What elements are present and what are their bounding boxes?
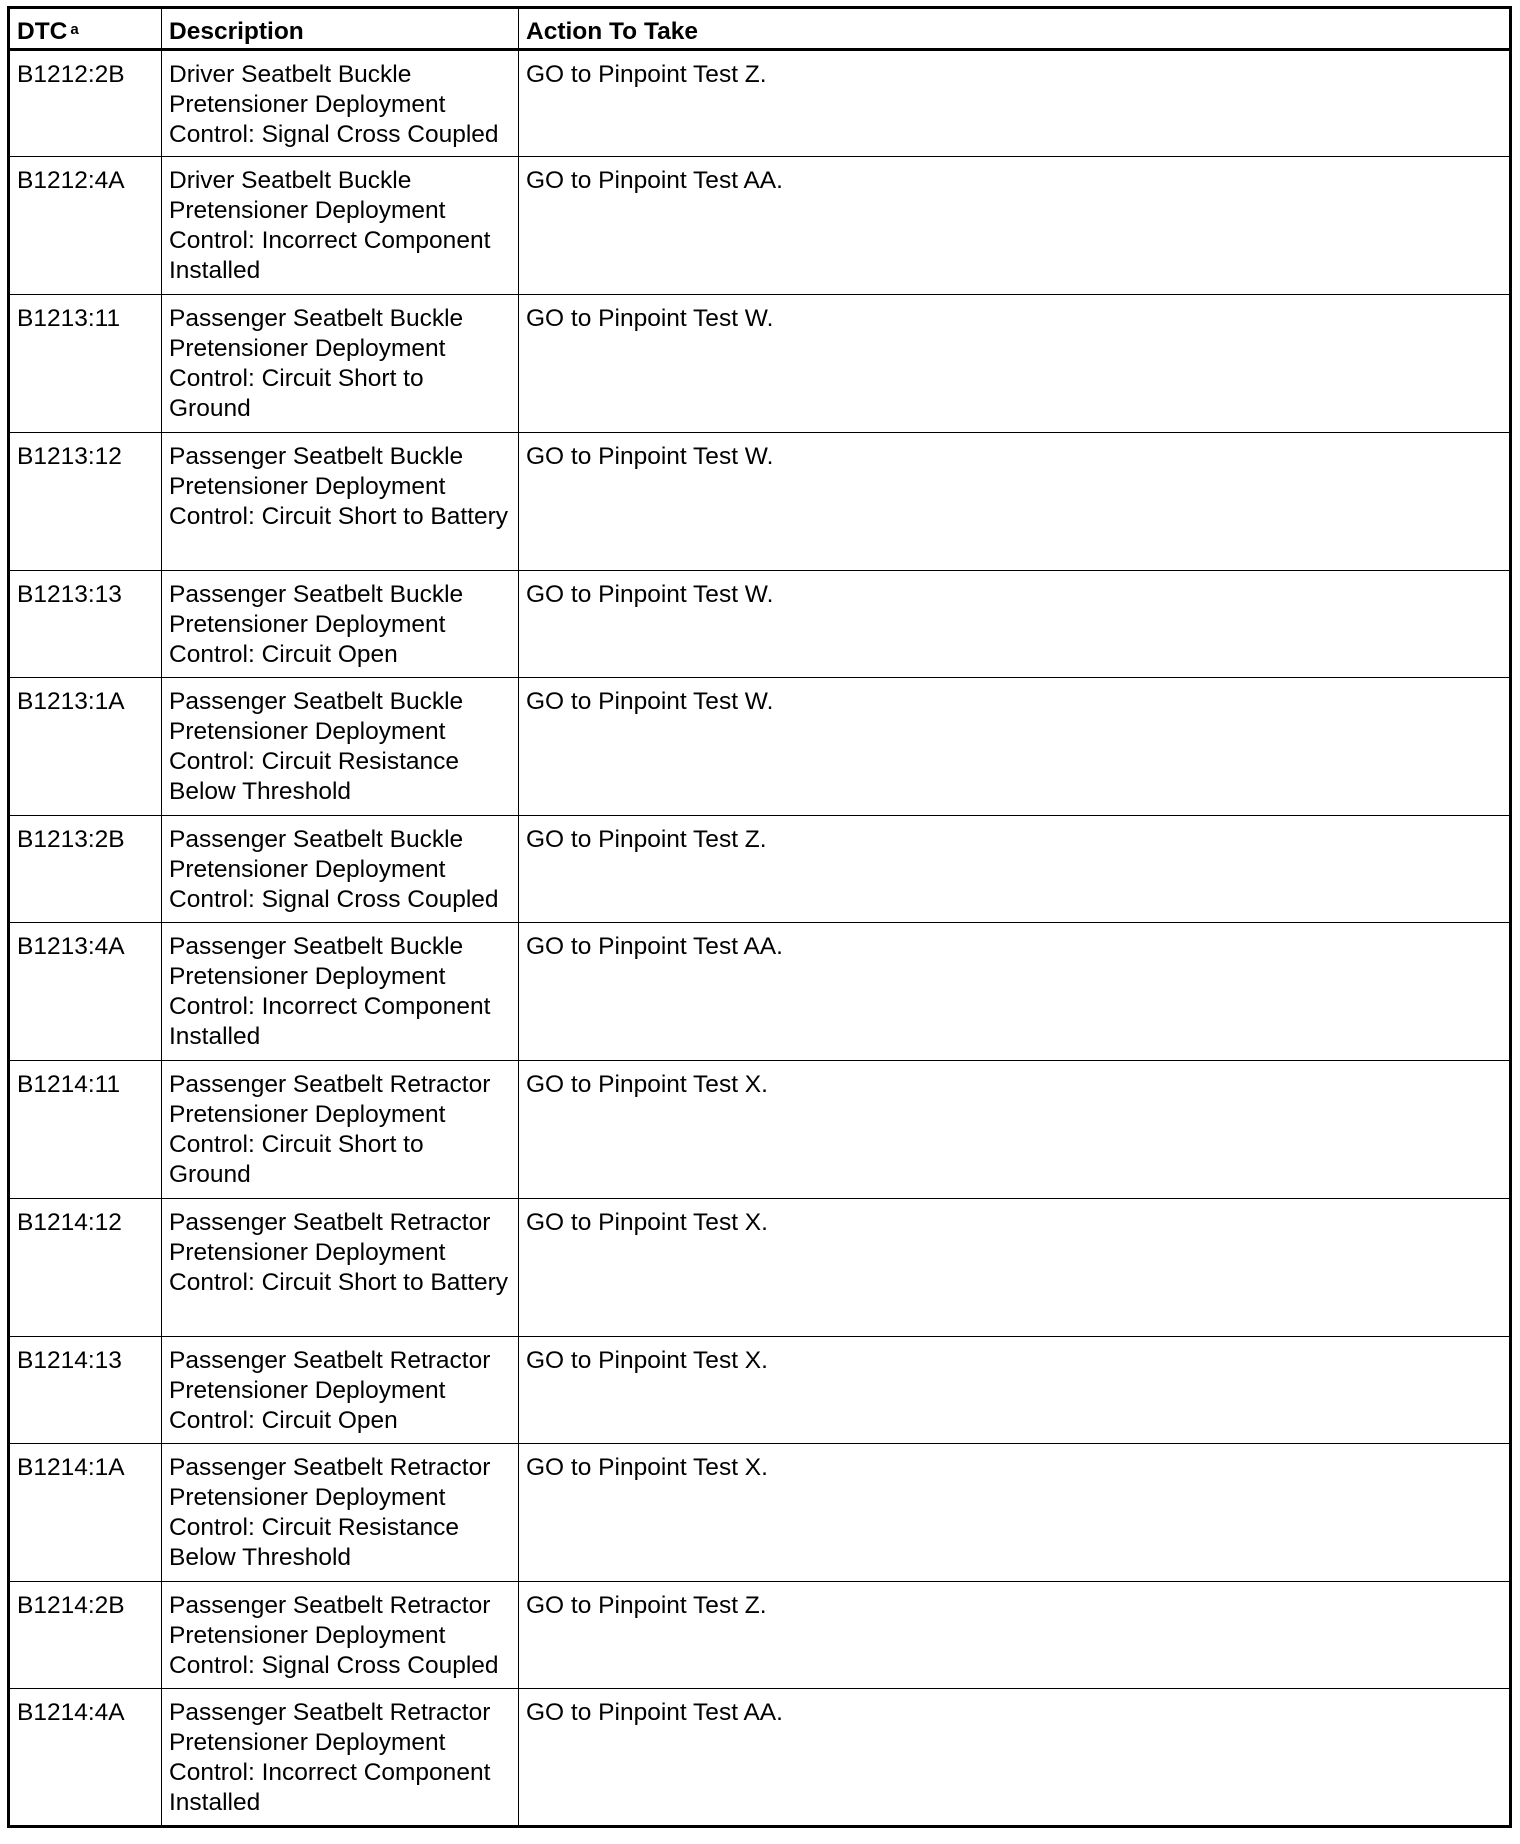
dtc-action: GO to Pinpoint Test Z. [519,50,1511,157]
dtc-description: Passenger Seatbelt Buckle Pretensioner Deployment Control: Incorrect Component Installed [162,923,519,1061]
dtc-code: B1214:4A [9,1689,162,1827]
dtc-description: Passenger Seatbelt Retractor Pretensioner Deployment Control: Signal Cross Coupled [162,1582,519,1689]
table-row [9,1061,1511,1199]
table-row [9,1444,1511,1582]
dtc-action: GO to Pinpoint Test AA. [519,923,1511,1061]
dtc-code: B1214:11 [9,1061,162,1199]
dtc-description: Driver Seatbelt Buckle Pretensioner Deployment Control: Incorrect Component Installed [162,157,519,295]
dtc-description: Passenger Seatbelt Retractor Pretensioner Deployment Control: Circuit Short to Ground [162,1061,519,1199]
header-description: Description [162,8,519,50]
dtc-code: B1212:2B [9,50,162,157]
table-row [9,1689,1511,1827]
dtc-action: GO to Pinpoint Test X. [519,1337,1511,1444]
table-row [9,1199,1511,1337]
dtc-code: B1213:1A [9,678,162,816]
header-action: Action To Take [519,8,1511,50]
table-row [9,1337,1511,1444]
dtc-action: GO to Pinpoint Test X. [519,1061,1511,1199]
dtc-description: Passenger Seatbelt Buckle Pretensioner Deployment Control: Circuit Short to Ground [162,295,519,433]
dtc-description: Passenger Seatbelt Buckle Pretensioner Deployment Control: Circuit Open [162,571,519,678]
table-row [9,295,1511,433]
dtc-description: Passenger Seatbelt Buckle Pretensioner Deployment Control: Circuit Resistance Below Threshold [162,678,519,816]
dtc-code: B1213:12 [9,433,162,571]
dtc-code: B1213:4A [9,923,162,1061]
dtc-action: GO to Pinpoint Test W. [519,678,1511,816]
dtc-description: Passenger Seatbelt Retractor Pretensioner Deployment Control: Circuit Resistance Below Threshold [162,1444,519,1582]
dtc-code: B1214:1A [9,1444,162,1582]
dtc-action: GO to Pinpoint Test Z. [519,1582,1511,1689]
table-row [9,571,1511,678]
table-row [9,433,1511,571]
table-row [9,816,1511,923]
dtc-action: GO to Pinpoint Test W. [519,433,1511,571]
table-row [9,1582,1511,1689]
dtc-action: GO to Pinpoint Test X. [519,1199,1511,1337]
header-dtc-label: DTC [17,18,68,45]
dtc-description: Passenger Seatbelt Buckle Pretensioner Deployment Control: Circuit Short to Battery [162,433,519,571]
dtc-action: GO to Pinpoint Test Z. [519,816,1511,923]
table-row [9,678,1511,816]
dtc-action: GO to Pinpoint Test AA. [519,1689,1511,1827]
dtc-code: B1213:13 [9,571,162,678]
dtc-description: Passenger Seatbelt Buckle Pretensioner Deployment Control: Signal Cross Coupled [162,816,519,923]
dtc-action: GO to Pinpoint Test X. [519,1444,1511,1582]
footnote-marker: a [70,21,79,38]
dtc-description: Passenger Seatbelt Retractor Pretensioner Deployment Control: Incorrect Component Installed [162,1689,519,1827]
dtc-table [7,6,1512,1828]
dtc-description: Passenger Seatbelt Retractor Pretensioner Deployment Control: Circuit Short to Battery [162,1199,519,1337]
dtc-code: B1213:11 [9,295,162,433]
dtc-code: B1214:13 [9,1337,162,1444]
dtc-code: B1213:2B [9,816,162,923]
table-header-row [9,8,1511,50]
table-row [9,50,1511,157]
dtc-code: B1214:2B [9,1582,162,1689]
dtc-action: GO to Pinpoint Test W. [519,571,1511,678]
dtc-description: Passenger Seatbelt Retractor Pretensioner Deployment Control: Circuit Open [162,1337,519,1444]
table-row [9,923,1511,1061]
dtc-description: Driver Seatbelt Buckle Pretensioner Deployment Control: Signal Cross Coupled [162,50,519,157]
dtc-action: GO to Pinpoint Test W. [519,295,1511,433]
table-row [9,157,1511,295]
dtc-code: B1212:4A [9,157,162,295]
dtc-code: B1214:12 [9,1199,162,1337]
header-dtc [9,8,162,50]
dtc-action: GO to Pinpoint Test AA. [519,157,1511,295]
